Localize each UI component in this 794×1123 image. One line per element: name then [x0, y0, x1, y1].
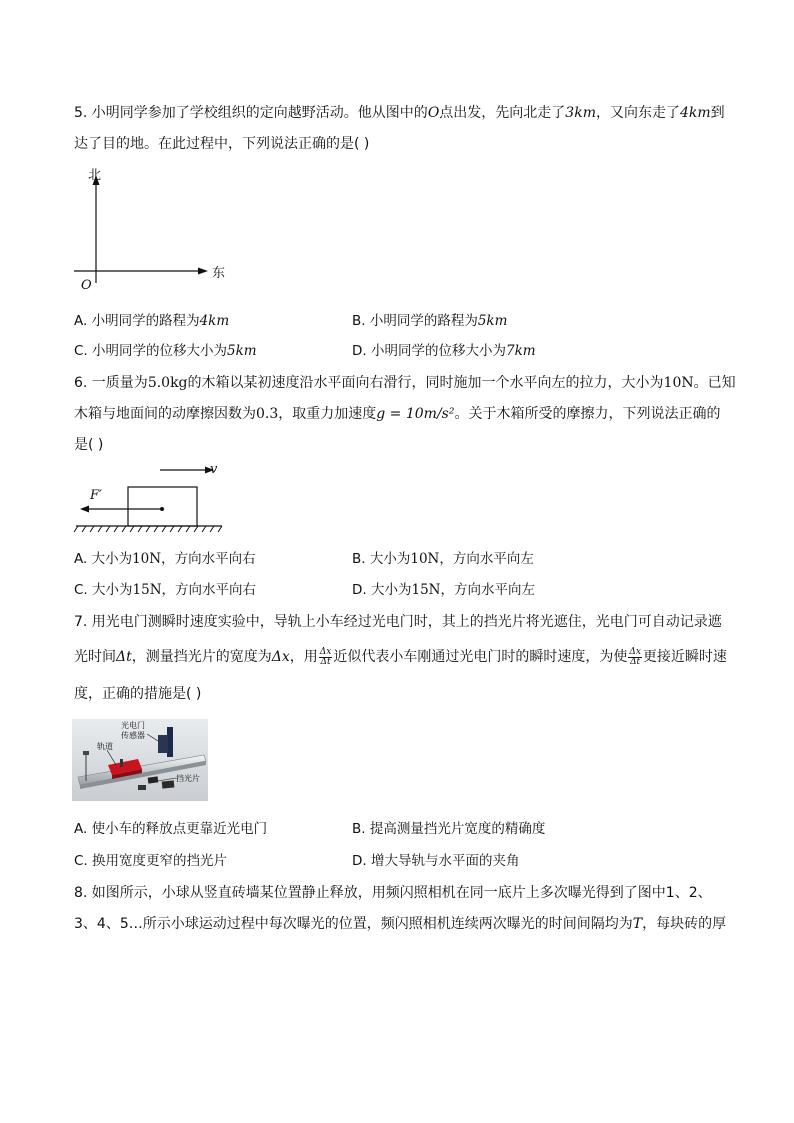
q5-distance-north: 3km	[565, 105, 596, 121]
q7-photo-figure	[72, 719, 208, 801]
option-value: 4km	[199, 313, 230, 329]
label-photogate: 光电门	[121, 721, 145, 730]
label-shutter: 挡光片	[176, 774, 200, 783]
q5-text: 5. 小明同学参加了学校组织的定向越野活动。他从图中的	[74, 105, 428, 121]
q7-delta-t: Δt	[116, 649, 132, 665]
q8-period: T	[632, 916, 643, 932]
north-label: 北	[88, 168, 102, 183]
option-value: 5km	[227, 343, 257, 359]
option-text: D. 小明同学的位移大小为	[352, 343, 506, 359]
q6-option-b	[352, 549, 534, 569]
q5-text: 点出发，先向北走了	[439, 105, 566, 121]
q7-line-2	[74, 647, 727, 667]
option-text: ，方向水平向右	[161, 551, 256, 567]
q5-distance-east: 4km	[679, 105, 711, 121]
q7-text: 更接近瞬时速	[642, 649, 727, 665]
fraction-numerator: Δx	[629, 646, 641, 657]
q5-option-b	[352, 311, 507, 331]
q6-line-3: 是( )	[74, 437, 104, 453]
fraction-denominator: Δt	[320, 656, 331, 667]
q5-option-a	[74, 311, 229, 331]
label-sensor: 传感器	[121, 731, 145, 740]
q7-option-d: D. 增大导轨与水平面的夹角	[352, 853, 520, 869]
q8-text: 3、4、5…所示小球运动过程中每次曝光的位置，频闪照相机连续两次曝光的时间间隔均为	[74, 916, 633, 932]
q7-fraction	[628, 648, 642, 667]
q6-force: 10N	[663, 375, 694, 391]
option-text: ，方向水平向左	[440, 582, 535, 598]
q6-friction-coefficient: 0.3	[256, 406, 279, 422]
q7-line-3: 度，正确的措施是( )	[74, 686, 202, 702]
option-value: 7km	[505, 343, 536, 359]
velocity-label: v	[210, 462, 218, 477]
q7-option-c: C. 换用宽度更窄的挡光片	[74, 853, 228, 869]
q7-text: ，用	[289, 649, 318, 665]
east-label: 东	[212, 266, 226, 281]
option-value: 5km	[477, 313, 508, 329]
q8-line-2	[74, 914, 726, 934]
q5-option-d	[352, 341, 536, 361]
option-text: A. 大小为	[74, 551, 133, 567]
q6-box-figure	[70, 462, 230, 542]
option-value: 15N	[411, 582, 441, 598]
origin-label: O	[81, 278, 92, 293]
q7-delta-x: Δx	[271, 649, 290, 665]
fraction-numerator: Δx	[319, 646, 332, 657]
q6-line-1	[74, 373, 736, 393]
q5-option-c	[74, 341, 257, 361]
q6-text: 。关于木箱所受的摩擦力，下列说法正确的	[454, 406, 721, 422]
q5-line-2: 达了目的地。在此过程中，下列说法正确的是( )	[74, 136, 370, 152]
q6-text: 木箱与地面间的动摩擦因数为	[74, 406, 256, 422]
q8-line-1: 8. 如图所示，小球从竖直砖墙某位置静止释放，用频闪照相机在同一底片上多次曝光得到了图中1、2、	[74, 885, 712, 901]
q6-option-a	[74, 549, 256, 569]
q5-text: 到	[710, 105, 725, 121]
q7-option-a: A. 使小车的释放点更靠近光电门	[74, 821, 268, 837]
q5-compass-figure	[70, 165, 230, 295]
q7-line-1: 7. 用光电门测瞬时速度实验中，导轨上小车经过光电门时，其上的挡光片将光遮住，光电门可自动记录遮	[74, 614, 722, 630]
q6-line-2	[74, 404, 720, 424]
q6-gravity-equation: g = 10m/s²	[376, 406, 455, 422]
q6-text: 的木箱以某初速度沿水平面向右滑行，同时施加一个水平向左的拉力，大小为	[187, 375, 664, 391]
option-text: ，方向水平向左	[439, 551, 534, 567]
option-value: 10N	[410, 551, 440, 567]
label-track: 轨道	[97, 742, 113, 751]
q6-text: ，取重力加速度	[278, 406, 377, 422]
q6-option-d	[352, 580, 535, 600]
q5-line-1	[74, 103, 725, 123]
q7-text: ，测量挡光片的宽度为	[131, 649, 272, 665]
option-text: B. 大小为	[352, 551, 411, 567]
q8-text: ，每块砖的厚	[642, 916, 727, 932]
option-text: D. 大小为	[352, 582, 412, 598]
q7-fraction	[319, 648, 333, 667]
q7-text: 光时间	[74, 649, 116, 665]
option-text: C. 大小为	[74, 582, 133, 598]
q6-text: 6. 一质量为	[74, 375, 148, 391]
option-text: C. 小明同学的位移大小为	[74, 343, 228, 359]
option-value: 15N	[132, 582, 162, 598]
option-text: ，方向水平向右	[161, 582, 257, 598]
q5-origin-symbol: O	[427, 105, 440, 121]
option-value: 10N	[132, 551, 162, 567]
option-text: B. 小明同学的路程为	[352, 313, 478, 329]
q6-option-c	[74, 580, 256, 600]
q7-option-b: B. 提高测量挡光片宽度的精确度	[352, 821, 546, 837]
force-label: F′	[90, 488, 102, 503]
fraction-denominator: Δt	[630, 656, 641, 667]
q6-text: 。已知	[693, 375, 736, 391]
q6-mass: 5.0kg	[147, 375, 188, 391]
q5-text: ，又向东走了	[595, 105, 680, 121]
option-text: A. 小明同学的路程为	[74, 313, 200, 329]
q7-text: 近似代表小车刚通过光电门时的瞬时速度，为使	[333, 649, 628, 665]
